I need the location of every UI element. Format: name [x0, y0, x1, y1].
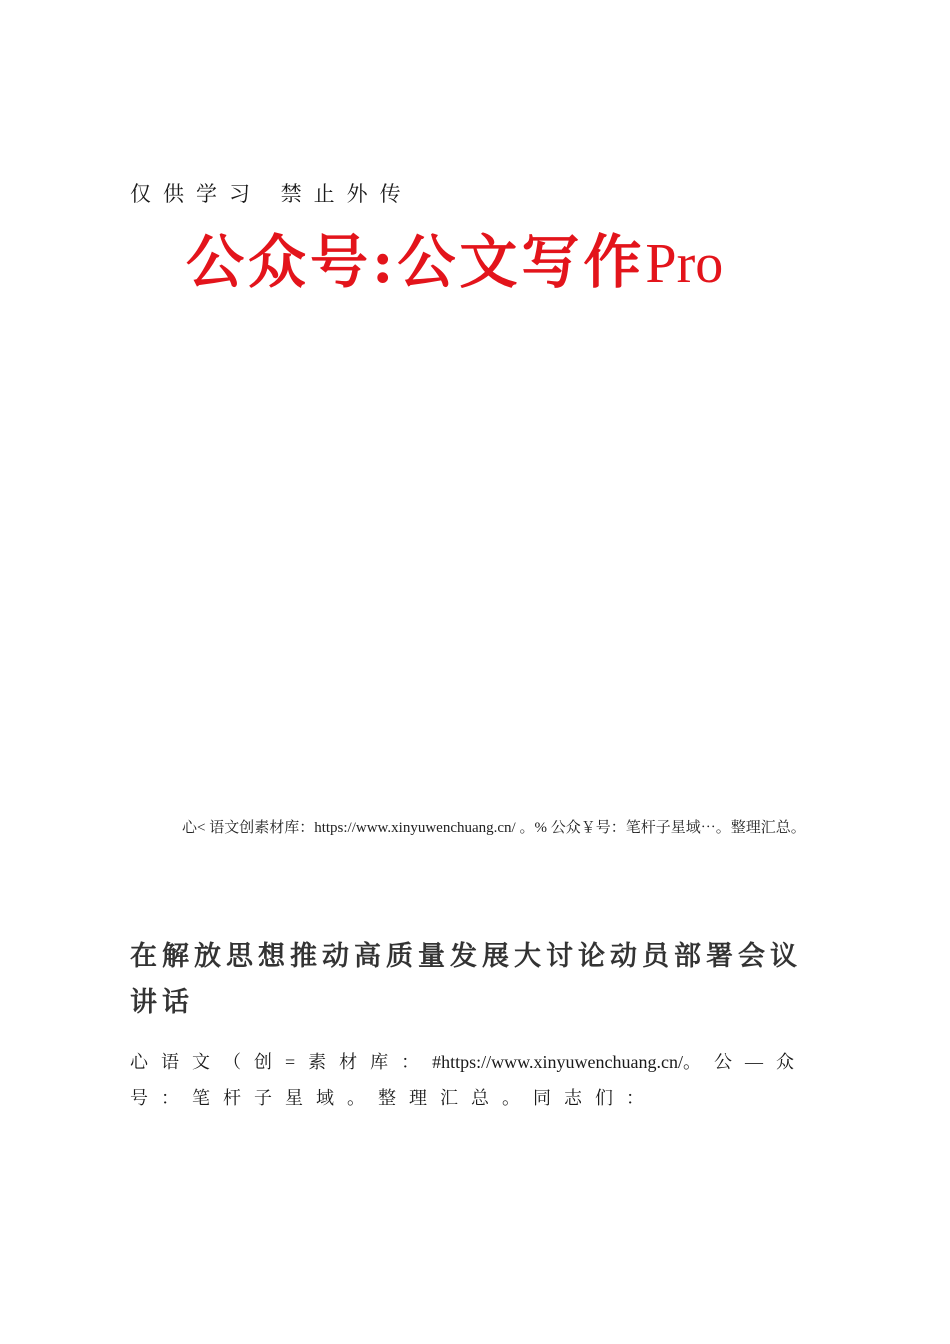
confidentiality-notice: 仅供学习 禁止外传 [130, 182, 413, 206]
brand-banner [186, 222, 806, 304]
body-suffix: 。公—众号：笔杆子星域。整理汇总。同志们： [130, 1052, 807, 1108]
document-title: 在解放思想推动高质量发展大讨论动员部署会议讲话 [130, 941, 802, 1018]
body-prefix: 心语文（创=素材库： [130, 1052, 433, 1072]
brand-cjk-text: 公众号:公文写作 [186, 228, 646, 296]
source-note: 心< 语文创素材库：https://www.xinyuwenchuang.cn/ 。% 公众￥号：笔杆子星域⋯。整理汇总。 [182, 820, 806, 836]
brand-latin-text: Pro [645, 233, 724, 295]
document-body [130, 1044, 820, 1116]
body-source-link: #https://www.xinyuwenchuang.cn/ [432, 1052, 683, 1072]
